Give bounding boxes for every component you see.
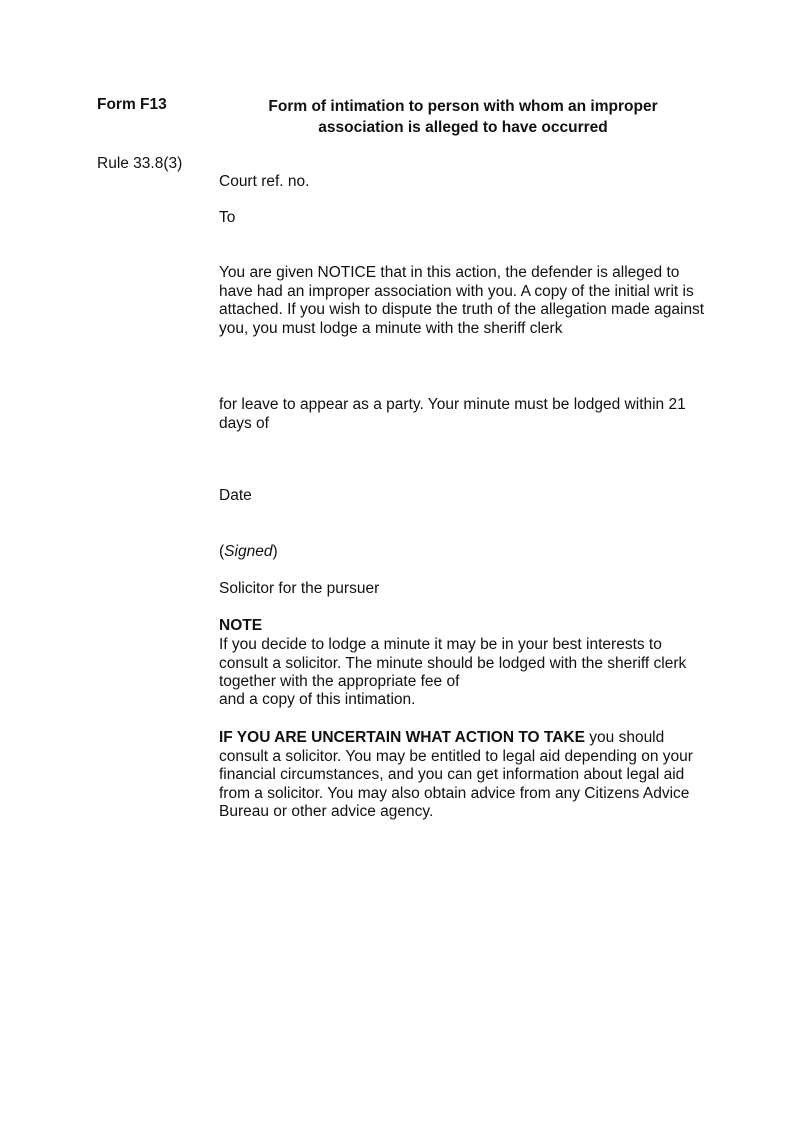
solicitor-label: Solicitor for the pursuer [219, 580, 380, 597]
note-paragraph-end: and a copy of this intimation. [219, 691, 416, 708]
form-title [238, 96, 688, 138]
uncertain-heading: IF YOU ARE UNCERTAIN WHAT ACTION TO TAKE [219, 729, 585, 746]
uncertain-text: you should consult a solicitor. You may be entitled to legal aid depending on your financial circumstances, and you can get information about legal aid from a solicitor. You may also obtain advice from any Citizens Advice Bureau or other advice agency. [219, 729, 693, 820]
signed-label [219, 543, 709, 562]
court-ref-label: Court ref. no. [219, 173, 310, 190]
rule-reference: Rule 33.8(3) [97, 155, 183, 172]
signed-open-paren: ( [219, 543, 225, 560]
leave-paragraph: for leave to appear as a party. Your minute must be lodged within 21 days of [219, 396, 686, 432]
note-paragraph: If you decide to lodge a minute it may be in your best interests to consult a solicitor. The minute should be lodged with the sheriff clerk together with the appropriate fee of [219, 636, 687, 690]
form-number: Form F13 [97, 96, 167, 113]
note-heading: NOTE [219, 617, 263, 634]
to-label: To [219, 209, 236, 226]
form-title-line-1: Form of intimation to person with whom an improper [268, 98, 658, 115]
signed-close-paren: ) [272, 543, 278, 560]
signed-text: Signed [224, 543, 273, 560]
notice-paragraph: You are given NOTICE that in this action, the defender is alleged to have had an improper association with you. A copy of the initial writ is attached. If you wish to dispute the truth of the allegation made against you, you must lodge a minute with the sheriff clerk [219, 264, 705, 337]
uncertain-paragraph [219, 729, 699, 822]
date-label: Date [219, 487, 252, 504]
form-title-line-2: association is alleged to have occurred [318, 119, 608, 136]
